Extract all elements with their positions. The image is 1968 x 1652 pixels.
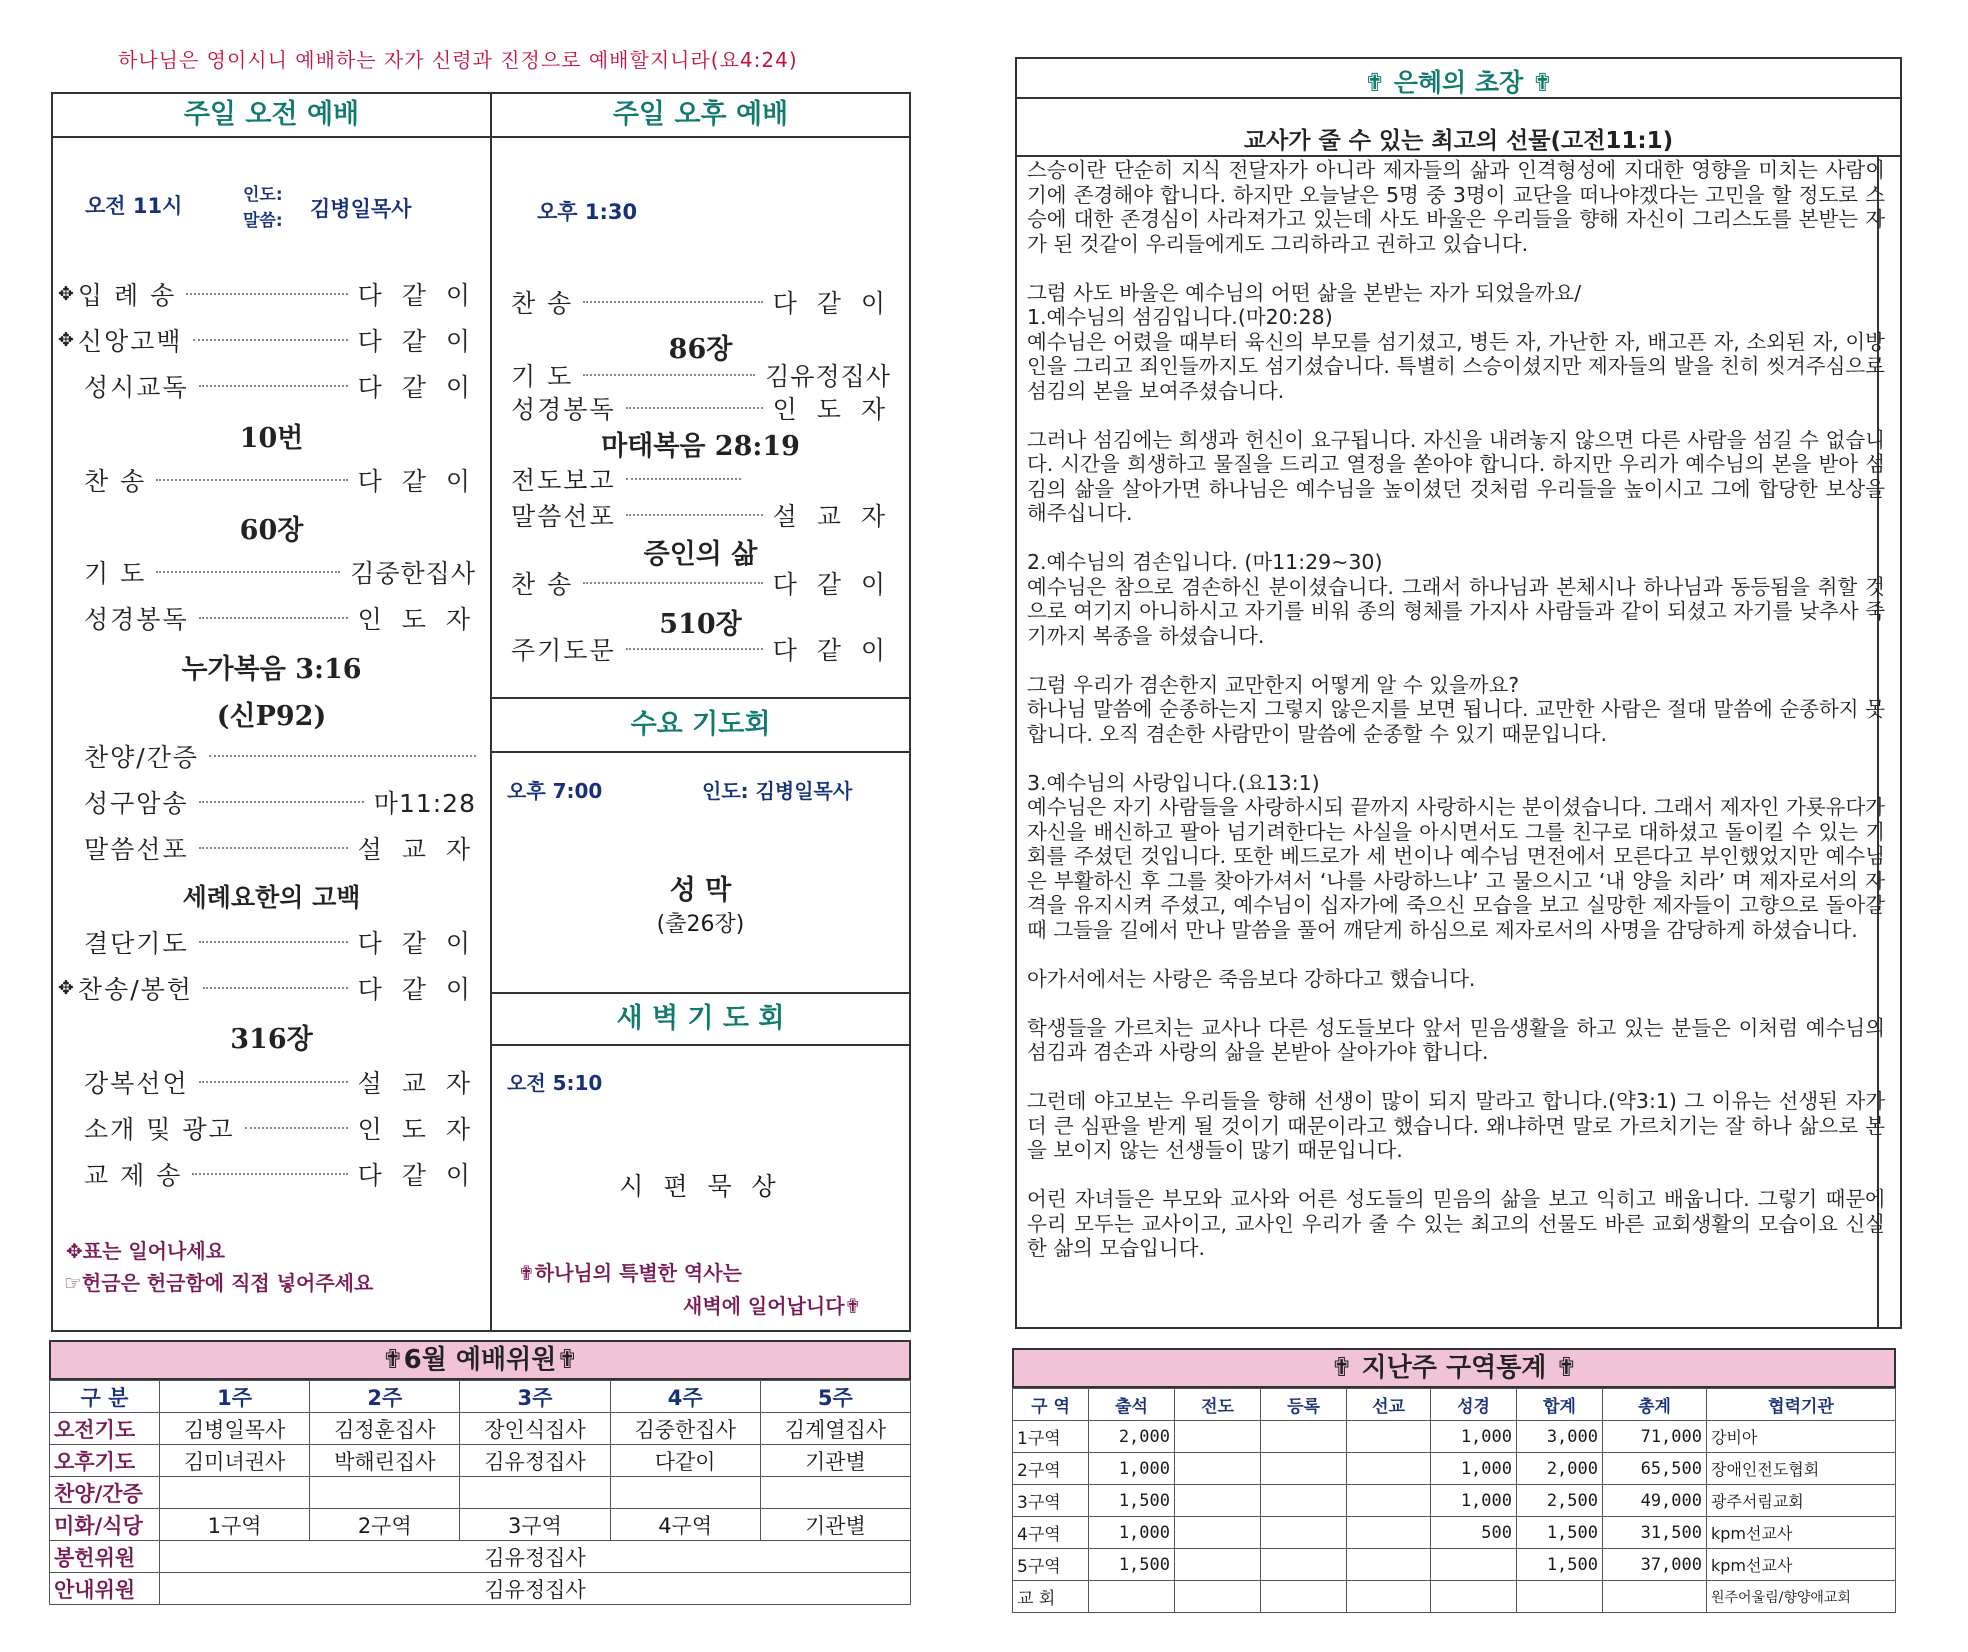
order-item-label: 찬양/간증 [84,743,200,772]
order-item-label: 기 도 [511,362,574,391]
district-cell: 1,000 [1431,1421,1517,1453]
district-row [1013,1485,1896,1517]
leader-dots [156,571,340,573]
morning-service-title: 주일 오전 예배 [53,94,490,138]
district-cell [1517,1581,1603,1613]
afternoon-time: 오후 1:30 [537,200,638,224]
wednesday-topic-ref: (출26장) [656,912,745,937]
district-cell: 65,500 [1603,1453,1707,1485]
order-item-label: 말씀선포 [84,835,189,864]
district-cell: 4구역 [1013,1517,1089,1549]
morning-order-row [84,924,476,960]
standing-note: ✥표는 일어나세요 [66,1239,225,1263]
staff-name-cell: 장인식집사 [460,1413,610,1445]
leader-dots [583,582,762,584]
district-cell: 원주어울림/향양애교회 [1707,1581,1896,1613]
staff-name-cell [310,1477,460,1509]
district-row [1013,1549,1896,1581]
district-cell: kpm선교사 [1707,1517,1896,1549]
district-cell [1347,1453,1431,1485]
leader-dots [192,1173,347,1175]
afternoon-order-row [511,390,891,426]
staff-row [50,1445,911,1477]
district-cell [1175,1549,1261,1581]
district-row [1013,1453,1896,1485]
leader-dots [193,339,348,341]
staff-name-cell: 김유정집사 [160,1541,911,1573]
wednesday-title: 수요 기도회 [492,699,909,753]
hymn-316: 316장 [230,1024,313,1055]
district-cell: 2구역 [1013,1453,1089,1485]
order-item-leader: 설 교 자 [357,1069,476,1098]
order-item-leader: 다 같 이 [772,570,891,599]
district-cell [1175,1485,1261,1517]
district-header-cell: 총계 [1603,1389,1707,1421]
order-item-leader: 김중한집사 [350,559,476,588]
staff-row [50,1477,911,1509]
morning-sermon-title: 세례요한의 고백 [182,883,361,912]
order-item-label: 교 제 송 [84,1161,183,1190]
district-cell [1261,1421,1347,1453]
district-cell [1089,1581,1175,1613]
morning-order-row [84,600,476,636]
worship-staff-title: ✟6월 예배위원✟ [49,1340,911,1380]
staff-name-cell: 김계열집사 [760,1413,910,1445]
district-header-cell: 출석 [1089,1389,1175,1421]
staff-header-cell: 구 분 [50,1381,160,1413]
district-header-cell: 협력기관 [1707,1389,1896,1421]
order-item-label: 기 도 [84,559,147,588]
district-cell [1175,1517,1261,1549]
district-header-cell: 등록 [1261,1389,1347,1421]
article-paragraph: 어린 자녀들은 부모와 교사와 어른 성도들의 믿음의 삶을 보고 익히고 배웁니다. 그렇기 때문에 우리 모두는 교사이고, 교사인 우리가 줄 수 있는 최고의 선물도 바른 교회생활의 모습이요 신실한 삶의 모습입니다. [1027,1187,1885,1260]
grace-subtitle: 교사가 줄 수 있는 최고의 선물(고전11:1) [1243,128,1674,154]
order-item-leader: 인 도 자 [357,1115,476,1144]
morning-order-row [58,970,476,1006]
staff-name-cell: 김유정집사 [160,1573,911,1605]
leader-dots [203,987,348,989]
article-paragraph: 학생들을 가르치는 교사나 다른 성도들보다 앞서 믿음생활을 하고 있는 분들은 이처럼 예수님의 섬김과 겸손과 사랑의 삶을 본받아 살아가야 합니다. [1027,1015,1885,1064]
district-cell: 1,500 [1517,1549,1603,1581]
staff-name-cell: 김정훈집사 [310,1413,460,1445]
hymn-510: 510장 [659,609,742,640]
leader-dots [199,617,348,619]
district-header-cell: 구 역 [1013,1389,1089,1421]
morning-order-row [84,1156,476,1192]
leader-dots [186,293,347,295]
staff-name-cell: 박해린집사 [310,1445,460,1477]
district-cell [1347,1549,1431,1581]
district-cell: 1,500 [1089,1485,1175,1517]
district-cell [1261,1453,1347,1485]
dawn-note-2: 새벽에 일어납니다✟ [683,1294,862,1318]
hymn-60: 60장 [239,515,304,546]
staff-role-cell: 찬양/간증 [50,1477,160,1509]
district-cell: 2,500 [1517,1485,1603,1517]
order-item-leader: 인 도 자 [357,605,476,634]
district-header-cell: 선교 [1347,1389,1431,1421]
district-stats-title: ✟ 지난주 구역통계 ✟ [1012,1348,1896,1388]
morning-order-row [58,322,476,358]
order-item-label: 찬 송 [84,467,147,496]
morning-pastor: 김병일목사 [310,197,412,221]
district-cell: 500 [1431,1517,1517,1549]
staff-name-cell: 다같이 [610,1445,760,1477]
district-cell [1347,1517,1431,1549]
leader-dots [583,301,762,303]
district-cell [1175,1421,1261,1453]
order-item-leader: 다 같 이 [357,327,476,356]
article-paragraph: 2.예수님의 겸손입니다. (마11:29~30) 예수님은 참으로 겸손하신 분이셨습니다. 그래서 하나님과 본체시나 하나님과 동등됨을 취할 것으로 여기지 아니하시고 자기를 비워 종의 형체를 가지사 사람들과 같이 되셨고 자기를 낮추사 죽기까지 복종을 하셨습니다. [1027,550,1885,648]
staff-row [50,1573,911,1605]
district-cell: 49,000 [1603,1485,1707,1517]
district-cell [1431,1581,1517,1613]
district-cell: 광주서림교회 [1707,1485,1896,1517]
dawn-note-1: ✟하나님의 특별한 역사는 [518,1261,742,1285]
afternoon-sermon-title: 증인의 삶 [643,539,758,570]
order-item-label: 성경봉독 [511,395,616,424]
order-item-label: 성경봉독 [84,605,189,634]
district-cell: 1,500 [1517,1517,1603,1549]
leader-dots [209,755,476,757]
district-cell: 31,500 [1603,1517,1707,1549]
order-item-label: 입 례 송 [77,281,177,310]
leader-label: 인도: [243,185,283,205]
standing-mark-icon: ✥ [58,283,74,305]
leader-dots [199,847,348,849]
district-row [1013,1581,1896,1613]
order-item-leader: 다 같 이 [357,467,476,496]
district-header-cell: 전도 [1175,1389,1261,1421]
wednesday-time: 오후 7:00 [507,779,603,803]
afternoon-order-row [511,284,891,320]
order-item-leader: 다 같 이 [772,636,891,665]
staff-row [50,1541,911,1573]
order-item-leader: 다 같 이 [357,373,476,402]
staff-header-row [50,1381,911,1413]
district-cell: 교 회 [1013,1581,1089,1613]
staff-name-cell: 1구역 [160,1509,310,1541]
district-cell: 2,000 [1089,1421,1175,1453]
morning-order-row [84,738,476,774]
offering-note: ☞헌금은 헌금함에 직접 넣어주세요 [64,1271,374,1295]
morning-time: 오전 11시 [85,194,183,218]
district-cell: 1구역 [1013,1421,1089,1453]
staff-role-cell: 봉헌위원 [50,1541,160,1573]
afternoon-order-row [511,497,891,533]
article-paragraph: 스승이란 단순히 지식 전달자가 아니라 제자들의 삶과 인격형성에 지대한 영향을 미치는 사람이기에 존경해야 합니다. 하지만 오늘날은 5명 중 3명이 교단을 떠나야겠다는 고민을 할 정도로 스승에 대한 존경심이 사라져가고 있는데 사도 바울은 우리들을 향해 자신이 그리스도를 본받는 자가 된 것같이 우리들에게도 그리하라고 권하고 있습니다. [1027,158,1885,256]
district-cell: 1,000 [1089,1517,1175,1549]
worship-staff-table [49,1380,911,1605]
leader-dots [245,1127,348,1129]
leader-dots [583,374,755,376]
morning-order-row [84,462,476,498]
staff-name-cell: 김중한집사 [610,1413,760,1445]
staff-name-cell: 기관별 [760,1445,910,1477]
standing-mark-icon: ✥ [58,329,74,351]
order-item-leader: 인 도 자 [772,395,891,424]
dawn-time: 오전 5:10 [507,1071,603,1095]
staff-row [50,1509,911,1541]
hymn-10: 10번 [239,423,304,454]
order-item-label: 찬 송 [511,570,574,599]
order-item-leader: 설 교 자 [357,835,476,864]
order-item-leader: 다 같 이 [357,929,476,958]
district-cell [1431,1549,1517,1581]
staff-header-cell: 3주 [460,1381,610,1413]
morning-order-row [84,1064,476,1100]
staff-name-cell: 기관별 [760,1509,910,1541]
leader-dots [626,648,763,650]
order-item-label: 강복선언 [84,1069,189,1098]
district-cell: 71,000 [1603,1421,1707,1453]
morning-order-row [58,276,476,312]
leader-dots [199,801,364,803]
article-paragraph: 그럼 우리가 겸손한지 교만한지 어떻게 알 수 있을까요? 하나님 말씀에 순종하는지 그렇지 않은지를 보면 됩니다. 교만한 사람은 절대 말씀에 순종하지 못합니다. 오직 겸손한 사람만이 말씀에 순종할 수 있기 때문입니다. [1027,672,1885,746]
district-cell: 5구역 [1013,1549,1089,1581]
staff-header-cell: 4주 [610,1381,760,1413]
staff-name-cell: 2구역 [310,1509,460,1541]
leader-dots [626,407,763,409]
article-paragraph: 그러나 섬김에는 희생과 헌신이 요구됩니다. 자신을 내려놓지 않으면 다른 사람을 섬길 수 없습니다. 시간을 희생하고 물질을 드리고 열정을 쏟아야 합니다. 하지만 우리가 예수님의 본을 받아 섬김의 삶을 살아가면 하나님은 예수님을 높이셨던 것처럼 우리들을 높이시고 그에 합당한 보상을 해주십니다. [1027,427,1885,525]
leader-dots [199,385,348,387]
order-item-leader: 김유정집사 [765,362,891,391]
order-item-label: 찬송/봉헌 [77,975,193,1004]
leader-dots [626,478,741,480]
district-cell [1603,1581,1707,1613]
order-item-label: 소개 및 광고 [84,1115,235,1144]
order-item-leader: 다 같 이 [357,281,476,310]
order-item-leader: 마11:28 [373,789,476,818]
staff-row [50,1413,911,1445]
morning-scripture-page: (신P92) [216,701,327,732]
district-cell: 1,000 [1089,1453,1175,1485]
staff-name-cell: 김유정집사 [460,1445,610,1477]
afternoon-order-row [511,461,891,497]
article-paragraph: 아가서에서는 사랑은 죽음보다 강하다고 했습니다. [1027,966,1476,991]
staff-header-cell: 5주 [760,1381,910,1413]
top-verse: 하나님은 영이시니 예배하는 자가 신령과 진정으로 예배할지니라(요4:24) [118,48,798,72]
order-item-leader: 다 같 이 [772,289,891,318]
morning-order-row [84,1110,476,1146]
district-cell: 강비아 [1707,1421,1896,1453]
afternoon-service-title: 주일 오후 예배 [492,94,909,138]
staff-name-cell: 김병일목사 [160,1413,310,1445]
staff-name-cell [460,1477,610,1509]
order-item-label: 주기도문 [511,636,616,665]
order-item-label: 성구암송 [84,789,189,818]
afternoon-scripture: 마태복음 28:19 [601,431,800,462]
district-cell [1261,1517,1347,1549]
order-item-label: 말씀선포 [511,502,616,531]
standing-mark-icon: ✥ [58,977,74,999]
district-cell: 1,500 [1089,1549,1175,1581]
district-row [1013,1421,1896,1453]
grace-article [1027,158,1885,1285]
district-cell [1347,1581,1431,1613]
district-stats-table [1012,1388,1896,1613]
staff-name-cell: 3구역 [460,1509,610,1541]
order-item-leader: 설 교 자 [772,502,891,531]
grace-title-line [1017,97,1900,99]
order-item-label: 전도보고 [511,466,616,495]
district-cell: 3구역 [1013,1485,1089,1517]
grace-title: ✟ 은혜의 초장 ✟ [1364,68,1553,97]
sermon-label: 말씀: [243,211,283,231]
order-item-leader: 다 같 이 [357,975,476,1004]
morning-order-row [84,368,476,404]
district-cell [1261,1549,1347,1581]
district-row [1013,1517,1896,1549]
staff-name-cell [610,1477,760,1509]
district-header-row [1013,1389,1896,1421]
staff-role-cell: 미화/식당 [50,1509,160,1541]
district-cell [1347,1485,1431,1517]
district-cell: 1,000 [1431,1453,1517,1485]
order-item-label: 성시교독 [84,373,189,402]
district-cell: kpm선교사 [1707,1549,1896,1581]
wednesday-leader: 인도: 김병일목사 [702,779,853,803]
dawn-title: 새 벽 기 도 회 [492,994,909,1046]
article-paragraph: 그런데 야고보는 우리들을 향해 선생이 많이 되지 말라고 합니다.(약3:1) 그 이유는 선생된 자가 더 큰 심판을 받게 될 것이기 때문이라고 했습니다. 왜냐하면 말로 가르치기는 잘 하나 삶으로 본을 보이지 않는 선생들이 많기 때문입니다. [1027,1089,1885,1162]
district-cell: 3,000 [1517,1421,1603,1453]
district-header-cell: 성경 [1431,1389,1517,1421]
leader-dots [199,941,348,943]
leader-dots [156,479,347,481]
article-paragraph: 그럼 사도 바울은 예수님의 어떤 삶을 본받는 자가 되었을까요/ 1.예수님의 섬김입니다.(마20:28) 예수님은 어렸을 때부터 육신의 부모를 섬기셨고, 병든 자, 가난한 자, 배고픈 자, 소외된 자, 이방인을 그리고 죄인들까지도 섬기셨습니다. 특별히 스승이셨지만 제자들의 발을 친히 씻겨주심으로 섬김의 본을 보여주셨습니다. [1027,280,1885,403]
district-cell [1261,1485,1347,1517]
staff-name-cell [760,1477,910,1509]
district-cell [1347,1421,1431,1453]
staff-header-cell: 2주 [310,1381,460,1413]
staff-name-cell [160,1477,310,1509]
morning-order-row [84,554,476,590]
order-item-label: 신앙고백 [77,327,183,356]
staff-role-cell: 오전기도 [50,1413,160,1445]
staff-header-cell: 1주 [160,1381,310,1413]
staff-role-cell: 안내위원 [50,1573,160,1605]
leader-dots [626,514,763,516]
morning-scripture: 누가복음 3:16 [181,654,362,685]
district-cell [1175,1453,1261,1485]
order-item-label: 결단기도 [84,929,189,958]
district-header-cell: 합계 [1517,1389,1603,1421]
district-cell: 장애인전도협회 [1707,1453,1896,1485]
article-paragraph: 3.예수님의 사랑입니다.(요13:1) 예수님은 자기 사람들을 사랑하시되 끝까지 사랑하시는 분이셨습니다. 그래서 제자인 가룟유다가 자신을 배신하고 팔아 넘기려한다는 사실을 아시면서도 그를 친구로 대하셨고 돌이킬 수 있는 기회를 주셨던 것입니다. 또한 베드로가 세 번이나 예수님 면전에서 모른다고 부인했었지만 예수님은 부활하신 후 그를 찾아가셔서 ‘나를 사랑하느냐’ 고 물으시고 ‘내 양을 치라’ 며 제자로서의 자격을 유지시켜 주셨고, 예수님이 십자가에 죽으신 모습을 보고 실망한 제자들이 고향으로 돌아갈 때 그들을 길에서 만나 말씀을 풀어 깨닫게 하심으로 제자로서의 사명을 감당하게 하셨습니다. [1027,770,1885,942]
district-cell [1175,1581,1261,1613]
hymn-86: 86장 [668,334,733,365]
staff-name-cell: 김미녀권사 [160,1445,310,1477]
dawn-topic: 시 편 묵 상 [619,1172,782,1201]
morning-order-row [84,830,476,866]
district-cell [1261,1581,1347,1613]
order-item-leader: 다 같 이 [357,1161,476,1190]
morning-order-row [84,784,476,820]
leader-dots [199,1081,348,1083]
order-item-label: 찬 송 [511,289,574,318]
staff-role-cell: 오후기도 [50,1445,160,1477]
staff-name-cell: 4구역 [610,1509,760,1541]
district-cell: 1,000 [1431,1485,1517,1517]
wednesday-topic: 성 막 [669,875,732,906]
district-cell: 2,000 [1517,1453,1603,1485]
district-cell: 37,000 [1603,1549,1707,1581]
